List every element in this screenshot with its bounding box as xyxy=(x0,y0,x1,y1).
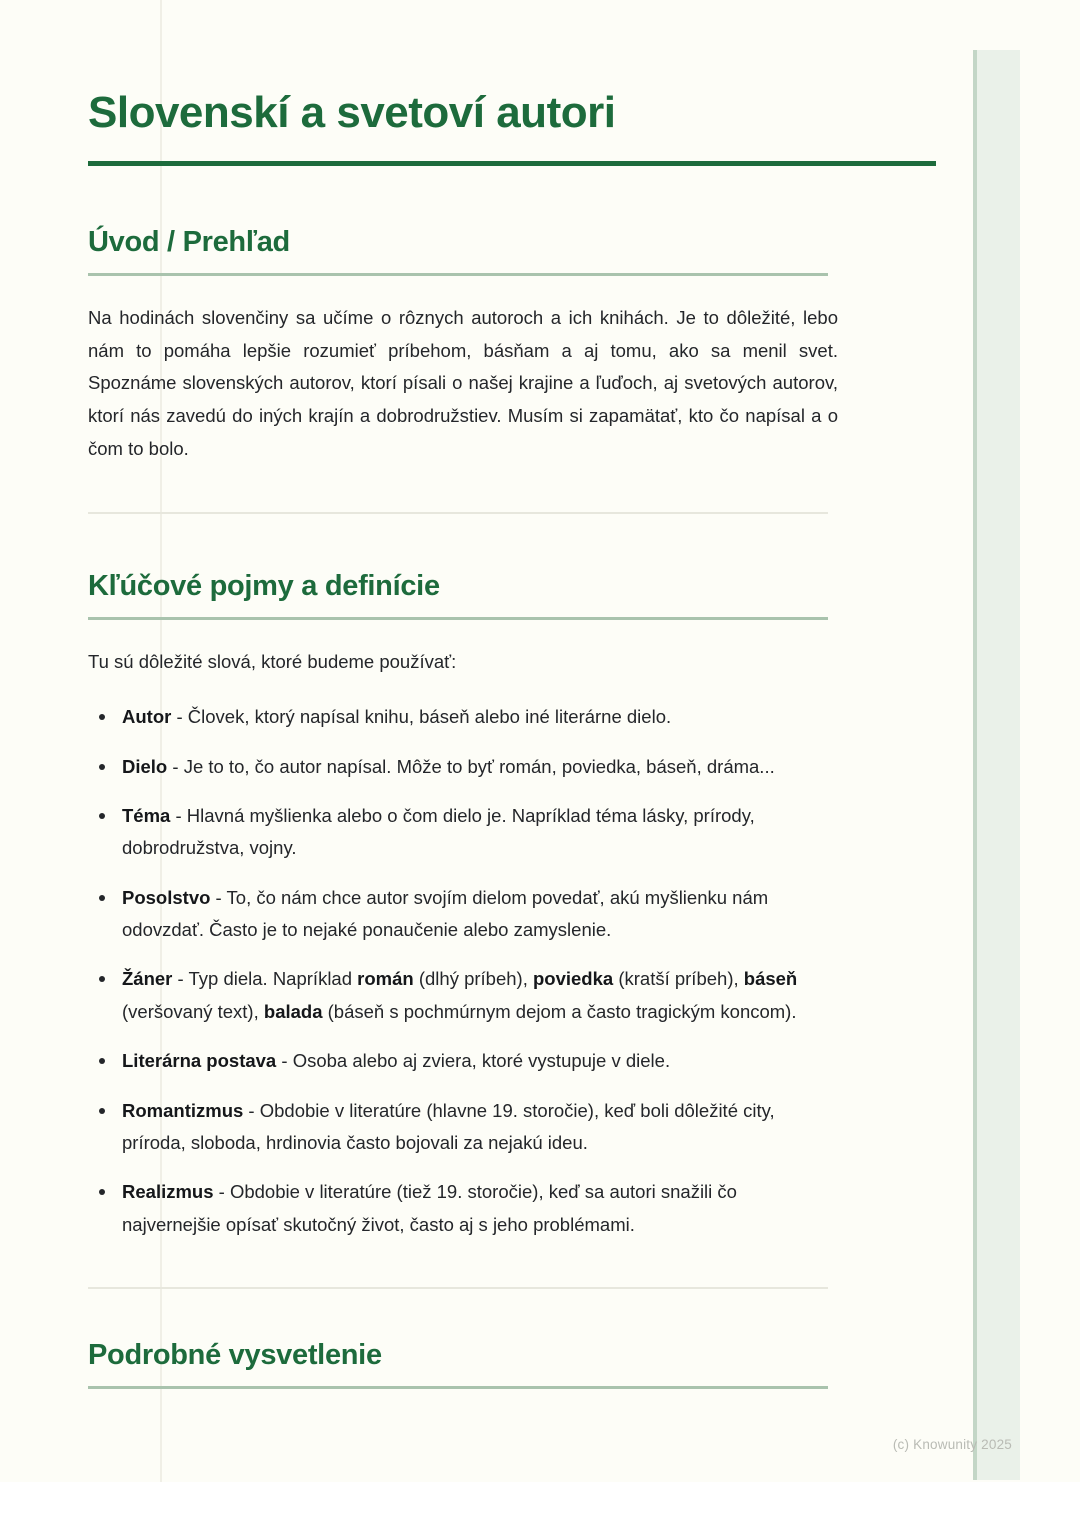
term-separator: - xyxy=(170,804,187,826)
section-intro xyxy=(88,166,838,515)
inline-text: (kratší príbeh), xyxy=(613,968,744,990)
term-definition: Typ diela. Napríklad xyxy=(188,968,358,990)
term-label: Realizmus xyxy=(122,1181,214,1203)
term-label: Romantizmus xyxy=(122,1099,244,1121)
term-label: Téma xyxy=(122,804,171,826)
list-item xyxy=(88,800,838,865)
page-title: Slovenskí a svetoví autori xyxy=(88,88,616,137)
list-item xyxy=(88,701,838,733)
inline-text: (veršovaný text), xyxy=(122,1000,264,1022)
term-separator: - xyxy=(210,886,227,908)
section-detail xyxy=(88,1289,838,1389)
term-separator: - xyxy=(172,968,189,990)
key-terms-list xyxy=(88,679,838,1241)
inline-emphasis: báseň xyxy=(743,968,798,990)
term-separator: - xyxy=(171,706,188,728)
key-terms-lead: Tu sú dôležité slová, ktoré budeme používať: xyxy=(88,651,457,673)
inline-text: (dlhý príbeh), xyxy=(413,968,533,990)
term-definition: Je to to, čo autor napísal. Môže to byť román, poviedka, báseň, dráma... xyxy=(183,755,775,777)
document-content xyxy=(88,0,838,1389)
section-heading-underline xyxy=(88,1386,828,1389)
term-separator: - xyxy=(243,1099,260,1121)
list-item xyxy=(88,1045,838,1077)
list-item xyxy=(88,1095,838,1160)
intro-paragraph: Na hodinách slovenčiny sa učíme o rôznych autoroch a ich knihách. Je to dôležité, lebo nám to pomáha lepšie rozumieť príbehom, básňam a aj tomu, ako sa menil svet. Spoznáme slovenských autorov, ktorí písali o našej krajine a ľuďoch, aj svetových autorov, ktorí nás zavedú do iných krajín a dobrodružstiev. Musím si zapamätať, kto čo napísal a o čom to bolo. xyxy=(88,306,838,460)
list-item xyxy=(88,963,838,1028)
term-separator: - xyxy=(276,1050,293,1072)
inline-emphasis: balada xyxy=(263,1000,323,1022)
term-label: Žáner xyxy=(122,968,173,990)
page-edge-strip xyxy=(973,50,1020,1480)
term-label: Posolstvo xyxy=(122,886,211,908)
list-item xyxy=(88,882,838,947)
inline-emphasis: román xyxy=(357,968,414,990)
term-label: Dielo xyxy=(122,755,168,777)
term-label: Autor xyxy=(122,706,172,728)
inline-text: (báseň s pochmúrnym dejom a často tragickým koncom). xyxy=(322,1000,797,1022)
section-heading-intro: Úvod / Prehľad xyxy=(88,225,290,258)
term-definition: Hlavná myšlienka alebo o čom dielo je. Napríklad téma lásky, prírody, dobrodružstva, vojny. xyxy=(122,804,755,859)
term-definition: Človek, ktorý napísal knihu, báseň alebo iné literárne dielo. xyxy=(187,706,672,728)
section-heading-detail: Podrobné vysvetlenie xyxy=(88,1339,382,1371)
term-separator: - xyxy=(167,755,184,777)
list-item xyxy=(88,1176,838,1241)
list-item xyxy=(88,751,838,783)
section-key-terms xyxy=(88,514,838,1289)
term-definition: To, čo nám chce autor svojím dielom povedať, akú myšlienku nám odovzdať. Často je to nejaké ponaučenie alebo zamyslenie. xyxy=(122,886,769,940)
term-label: Literárna postava xyxy=(122,1050,277,1072)
inline-emphasis: poviedka xyxy=(532,968,614,990)
term-definition: Osoba alebo aj zviera, ktoré vystupuje v diele. xyxy=(292,1050,671,1072)
term-separator: - xyxy=(213,1181,230,1203)
watermark: (c) Knowunity 2025 xyxy=(892,1437,1012,1452)
term-definition: Obdobie v literatúre (tiež 19. storočie), keď sa autori snažili čo najvernejšie opísať skutočný život, často aj s jeho problémami. xyxy=(122,1181,737,1235)
section-heading-key-terms: Kľúčové pojmy a definície xyxy=(88,570,440,603)
term-definition: Obdobie v literatúre (hlavne 19. storočie), keď boli dôležité city, príroda, sloboda, hrdinovia často bojovali za nejakú ideu. xyxy=(122,1099,775,1153)
